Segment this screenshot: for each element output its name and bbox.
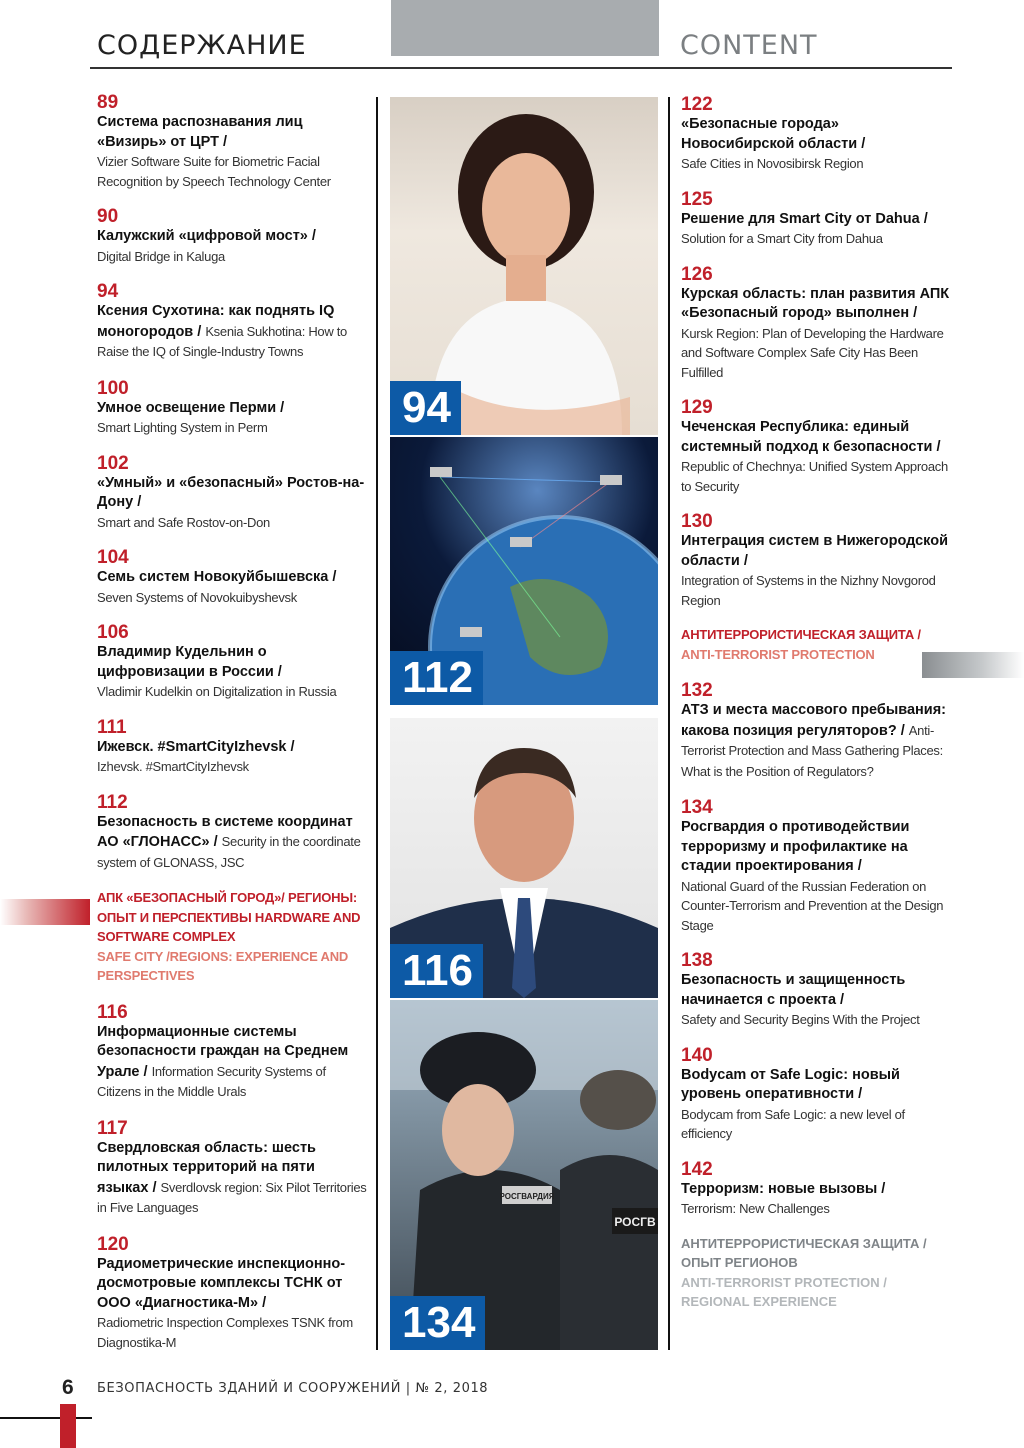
photo-portrait-woman[interactable] xyxy=(390,97,658,435)
photo-page-badge: 94 xyxy=(390,381,461,435)
entry-title: Семь систем Новокуйбышевска / xyxy=(97,569,337,585)
page-number: 126 xyxy=(681,263,713,285)
entry-title: Умное освещение Перми / xyxy=(97,399,285,416)
photo-guardsman[interactable] xyxy=(390,1000,658,1350)
section-heading-regional-experience xyxy=(681,1234,951,1312)
entry-english: Izhevsk. #SmartCityIzhevsk xyxy=(97,759,249,774)
toc-entry[interactable] xyxy=(97,378,369,438)
page-number: 117 xyxy=(97,1117,128,1139)
toc-entry[interactable] xyxy=(97,92,369,191)
column-divider-right xyxy=(668,97,670,1350)
footer-page-number: 6 xyxy=(62,1376,74,1399)
entry-title: АТЗ и места массового пребывания: какова позиция регуляторов? / Anti-Terrorist Protection and Mass Gathering Places: What is the Position of Regulators? xyxy=(681,702,946,779)
section-heading-anti-terrorist xyxy=(681,625,951,664)
entry-title: Система распознавания лиц «Визирь» от ЦРТ / xyxy=(97,114,303,150)
page-number: 106 xyxy=(97,622,129,643)
page-number: 102 xyxy=(97,452,129,474)
toc-entry[interactable] xyxy=(97,453,369,533)
photo-portrait-man[interactable] xyxy=(390,718,658,998)
page-number: 104 xyxy=(97,547,129,568)
section-title-en: ANTI-TERRORIST PROTECTION xyxy=(681,646,875,662)
footer-red-bar xyxy=(60,1404,76,1448)
toc-entry[interactable] xyxy=(681,397,951,496)
toc-entry[interactable] xyxy=(681,189,951,249)
page-number: 122 xyxy=(681,94,713,115)
page-number: 116 xyxy=(97,1001,128,1023)
entry-title: Безопасность в системе координат АО «ГЛОНАСС» / Security in the coordinate system of GLONASS, JSC xyxy=(97,813,361,870)
entry-english: Vizier Software Suite for Biometric Facial Recognition by Speech Technology Center xyxy=(97,154,331,189)
toc-entry[interactable] xyxy=(681,1159,951,1219)
entry-english: Smart and Safe Rostov-on-Don xyxy=(97,514,270,530)
page-number: 112 xyxy=(97,791,128,813)
section-title-ru: АПК «БЕЗОПАСНЫЙ ГОРОД»/ РЕГИОНЫ: ОПЫТ И ПЕРСПЕКТИВЫ HARDWARE AND SOFTWARE COMPLEX xyxy=(97,890,361,944)
page-number: 129 xyxy=(681,397,713,418)
header-title-en: CONTENT xyxy=(680,30,818,61)
toc-left-column xyxy=(97,92,369,1367)
entry-title: Росгвардия о противодействии терроризму и профилактике на стадии проектирования / xyxy=(681,819,910,874)
header-gray-block xyxy=(391,0,659,56)
toc-entry[interactable] xyxy=(681,797,951,935)
entry-english: Republic of Chechnya: Unified System Approach to Security xyxy=(681,459,948,494)
section-heading-safe-city xyxy=(97,888,369,986)
toc-entry[interactable] xyxy=(97,547,369,607)
footer-rule xyxy=(0,1417,92,1419)
entry-title: Терроризм: новые вызовы / xyxy=(681,1180,886,1197)
header-rule xyxy=(90,67,952,69)
entry-english: Radiometric Inspection Complexes TSNK from Diagnostika-M xyxy=(97,1315,353,1350)
page-number: 142 xyxy=(681,1158,713,1180)
section-title-en: SAFE CITY /REGIONS: EXPERIENCE AND PERSPECTIVES xyxy=(97,948,349,983)
header-title-ru: СОДЕРЖАНИЕ xyxy=(97,30,307,61)
column-divider-left xyxy=(376,97,378,1350)
toc-entry[interactable] xyxy=(97,1118,369,1219)
page-number: 90 xyxy=(97,206,119,227)
entry-title: Решение для Smart City от Dahua / xyxy=(681,210,928,227)
entry-english: Solution for a Smart City from Dahua xyxy=(681,231,883,246)
toc-entry[interactable] xyxy=(681,680,951,782)
entry-english: Digital Bridge in Kaluga xyxy=(97,248,225,264)
page-number: 89 xyxy=(97,92,119,113)
entry-title: Калужский «цифровой мост» / xyxy=(97,228,316,244)
page-number: 138 xyxy=(681,950,713,971)
page-number: 94 xyxy=(97,281,119,302)
page-number: 130 xyxy=(681,511,713,532)
section-title-en: ANTI-TERRORIST PROTECTION / REGIONAL EXPERIENCE xyxy=(681,1274,887,1309)
entry-title: «Безопасные города» Новосибирской области / xyxy=(681,116,866,152)
page-number: 132 xyxy=(681,680,713,701)
page-number: 125 xyxy=(681,188,713,210)
section-title-ru: АНТИТЕРРОРИСТИЧЕСКАЯ ЗАЩИТА / ОПЫТ РЕГИОНОВ xyxy=(681,1235,927,1270)
toc-entry[interactable] xyxy=(97,717,369,777)
entry-english: Bodycam from Safe Logic: a new level of efficiency xyxy=(681,1106,905,1141)
toc-entry[interactable] xyxy=(97,206,369,266)
page-number: 120 xyxy=(97,1233,129,1255)
entry-title: Радиометрические инспекционно-досмотровые комплексы ТСНК от ООО «Диагностика-М» / xyxy=(97,1255,346,1311)
page-number: 134 xyxy=(681,797,713,818)
entry-title: «Умный» и «безопасный» Ростов-на-Дону / xyxy=(97,474,365,510)
photo-page-badge: 116 xyxy=(390,944,483,998)
entry-english: Smart Lighting System in Perm xyxy=(97,420,268,435)
toc-entry[interactable] xyxy=(681,1045,951,1144)
guardsman-badge-text: РОСГВАРДИЯ xyxy=(499,1192,555,1201)
photo-page-badge: 112 xyxy=(390,651,483,705)
footer-magazine-title: БЕЗОПАСНОСТЬ ЗДАНИЙ И СООРУЖЕНИЙ | № 2, 2018 xyxy=(97,1381,489,1396)
entry-title: Ксения Сухотина: как поднять IQ моногородов / Ksenia Sukhotina: How to Raise the IQ of Single-Industry Towns xyxy=(97,303,347,359)
photo-satellites-earth[interactable] xyxy=(390,437,658,705)
page-number: 140 xyxy=(681,1044,713,1066)
entry-title: Свердловская область: шесть пилотных территорий на пяти языках / Sverdlovsk region: Six Pilot Territories in Five Languages xyxy=(97,1139,367,1215)
entry-english: Terrorism: New Challenges xyxy=(681,1201,830,1216)
toc-entry[interactable] xyxy=(97,792,369,874)
toc-entry[interactable] xyxy=(681,264,951,383)
entry-english: Seven Systems of Novokuibyshevsk xyxy=(97,589,297,605)
toc-entry[interactable] xyxy=(681,511,951,610)
toc-right-column xyxy=(681,94,951,1328)
toc-entry[interactable] xyxy=(681,94,951,174)
entry-title: Информационные системы безопасности граждан на Среднем Урале / Information Security Systems of Citizens in the Middle Urals xyxy=(97,1023,349,1099)
entry-english: Safety and Security Begins With the Project xyxy=(681,1012,920,1027)
entry-title: Курская область: план развития АПК «Безопасный город» выполнен / xyxy=(681,285,950,321)
entry-title: Bodycam от Safe Logic: новый уровень оперативности / xyxy=(681,1066,900,1102)
entry-english: Safe Cities in Novosibirsk Region xyxy=(681,156,864,171)
entry-english: Vladimir Kudelkin on Digitalization in Russia xyxy=(97,684,337,699)
entry-title: Владимир Кудельнин о цифровизации в России / xyxy=(97,644,282,680)
toc-entry[interactable] xyxy=(97,1234,369,1353)
photo-page-badge: 134 xyxy=(390,1296,485,1350)
section-marker-red xyxy=(0,899,90,925)
entry-title: Безопасность и защищенность начинается с проекта / xyxy=(681,972,906,1008)
entry-english: National Guard of the Russian Federation on Counter-Terrorism and Prevention at the Design Stage xyxy=(681,878,944,933)
section-title-ru: АНТИТЕРРОРИСТИЧЕСКАЯ ЗАЩИТА / xyxy=(681,627,921,642)
entry-title: Интеграция систем в Нижегородской области / xyxy=(681,533,949,569)
entry-english: Kursk Region: Plan of Developing the Hardware and Software Complex Safe City Has Been Fulfilled xyxy=(681,325,944,380)
entry-title: Ижевск. #SmartCityIzhevsk / xyxy=(97,738,295,755)
toc-entry[interactable] xyxy=(97,1002,369,1103)
entry-english: Integration of Systems in the Nizhny Novgorod Region xyxy=(681,573,936,608)
page-number: 100 xyxy=(97,377,129,399)
page-number: 111 xyxy=(97,716,127,738)
entry-title: Чеченская Республика: единый системный подход к безопасности / xyxy=(681,419,941,455)
toc-entry[interactable] xyxy=(97,281,369,363)
toc-entry[interactable] xyxy=(681,950,951,1030)
guardsman-patch-text: РОСГВ xyxy=(614,1215,656,1229)
toc-entry[interactable] xyxy=(97,622,369,702)
